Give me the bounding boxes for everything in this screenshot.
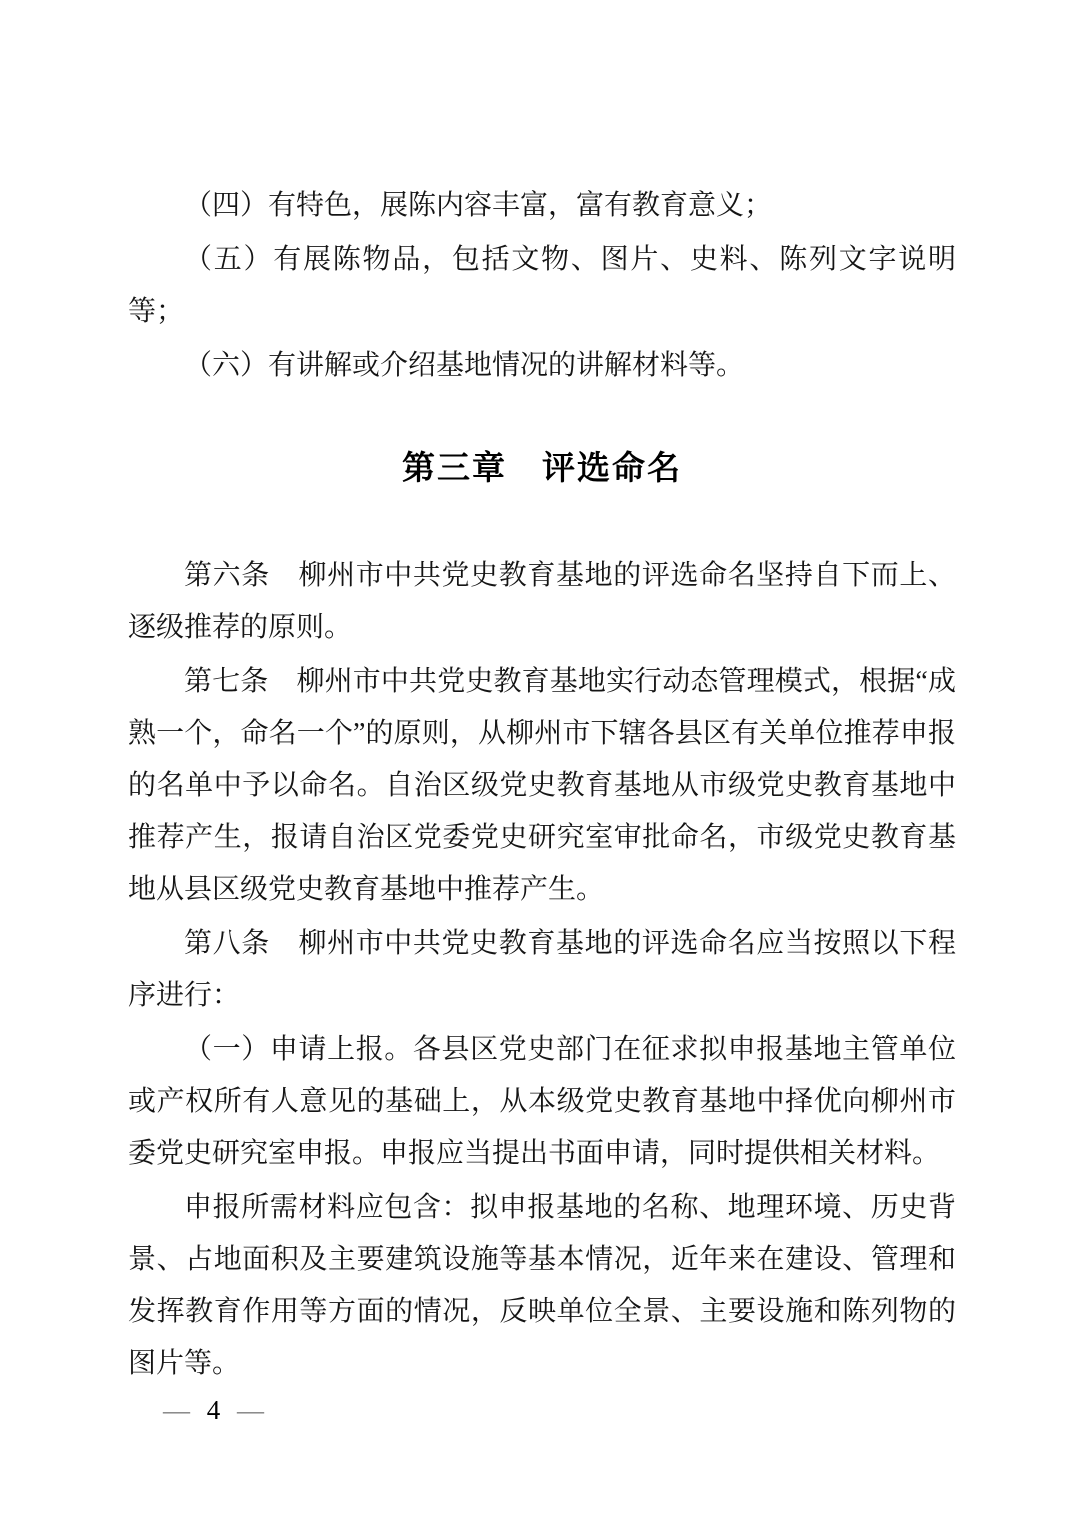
page-number-value: 4 (206, 1395, 221, 1425)
page-number-dash-right: — (237, 1395, 264, 1425)
list-item-5: （五）有展陈物品，包括文物、图片、史料、陈列文字说明等； (128, 244, 956, 327)
application-materials-paragraph: 申报所需材料应包含：拟申报基地的名称、地理环境、历史背景、占地面积及主要建筑设施等基本情况，近年来在建设、管理和发挥教育作用等方面的情况，反映单位全景、主要设施和陈列物的图片等。 (128, 1192, 956, 1379)
page-number (163, 1394, 264, 1426)
procedure-step-1-paragraph: （一）申请上报。各县区党史部门在征求拟申报基地主管单位或产权所有人意见的基础上，从本级党史教育基地中择优向柳州市委党史研究室申报。申报应当提出书面申请，同时提供相关材料。 (128, 1034, 956, 1169)
list-item-4: （四）有特色，展陈内容丰富，富有教育意义； (184, 190, 773, 221)
article-6-paragraph: 第六条 柳州市中共党史教育基地的评选命名坚持自下而上、逐级推荐的原则。 (128, 560, 956, 643)
article-7-paragraph: 第七条 柳州市中共党史教育基地实行动态管理模式，根据“成熟一个，命名一个”的原则，从柳州市下辖各县区有关单位推荐申报的名单中予以命名。自治区级党史教育基地从市级党史教育基地中推荐产生，报请自治区党委党史研究室审批命名，市级党史教育基地从县区级党史教育基地中推荐产生。 (128, 666, 956, 905)
page-number-dash-left: — (163, 1395, 190, 1425)
list-item-6: （六）有讲解或介绍基地情况的讲解材料等。 (184, 350, 745, 381)
chapter-heading: 第三章 评选命名 (402, 449, 682, 486)
article-8-paragraph: 第八条 柳州市中共党史教育基地的评选命名应当按照以下程序进行： (128, 928, 956, 1011)
document-content (128, 178, 956, 1392)
